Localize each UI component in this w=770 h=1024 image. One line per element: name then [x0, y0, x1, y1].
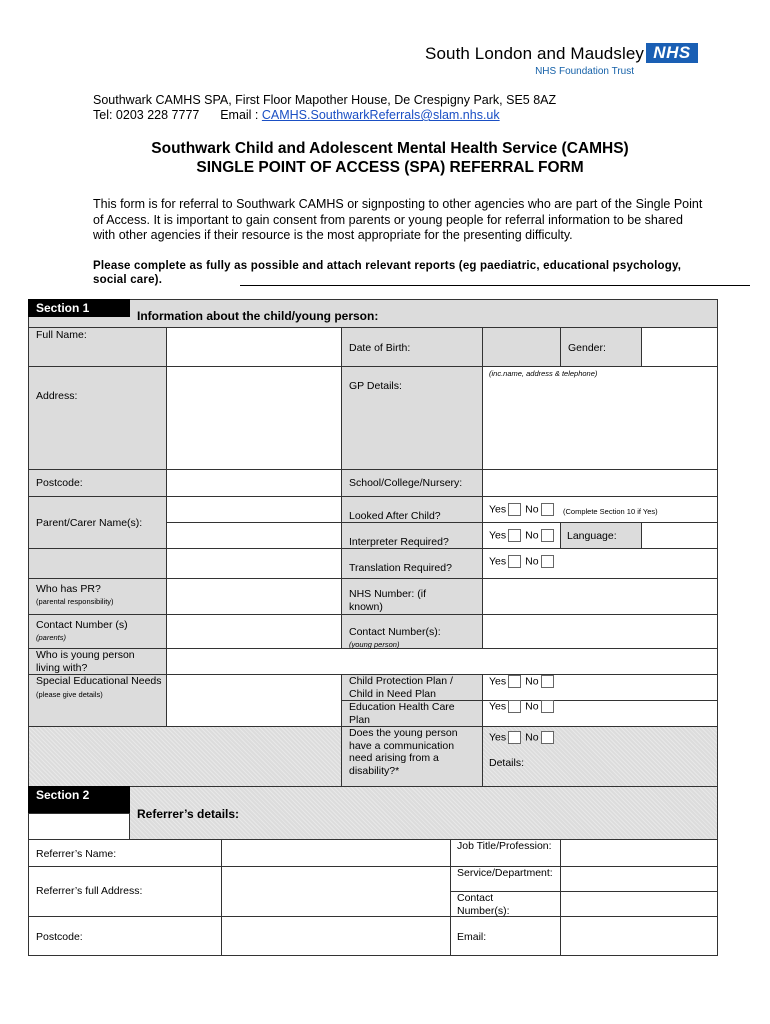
referrer-postcode-label: Postcode: — [36, 931, 83, 943]
title-line-1: Southwark Child and Adolescent Mental Health Service (CAMHS) — [151, 140, 629, 157]
job-title-label: Job Title/Profession: — [457, 840, 552, 852]
referrer-postcode-field[interactable] — [221, 916, 451, 956]
blank-label-cell — [28, 548, 167, 579]
comm-need-yes-checkbox[interactable] — [508, 731, 521, 744]
yes-label: Yes — [489, 503, 507, 516]
who-pr-label: Who has PR? — [36, 583, 101, 595]
parent-carer-label: Parent/Carer Name(s): — [36, 517, 143, 529]
cp-plan-no-checkbox[interactable] — [541, 675, 554, 688]
interpreter-options — [489, 529, 558, 542]
section2-heading: Referrer’s details: — [137, 807, 240, 821]
section2-header-row — [28, 786, 718, 840]
interpreter-label: Interpreter Required? — [349, 536, 449, 548]
page-title — [60, 139, 720, 177]
gp-field[interactable] — [482, 366, 718, 470]
interpreter-yes-checkbox[interactable] — [508, 529, 521, 542]
service-field[interactable] — [560, 866, 718, 892]
gp-hint: (inc.name, address & telephone) — [489, 369, 598, 378]
divider — [240, 285, 750, 286]
referrer-name-label: Referrer’s Name: — [36, 848, 117, 860]
no-label: No — [525, 700, 539, 713]
contact-parents-label: Contact Number (s) — [36, 619, 128, 631]
cp-plan-options — [489, 675, 558, 688]
contact-parents-field[interactable] — [166, 614, 342, 649]
email-label: Email : — [220, 108, 262, 122]
comm-need-details-label: Details: — [489, 757, 525, 769]
translation-no-checkbox[interactable] — [541, 555, 554, 568]
sen-label: Special Educational Needs — [36, 675, 162, 687]
language-label: Language: — [567, 530, 617, 542]
section2-tag-blank — [28, 813, 130, 840]
section2-tag: Section 2 — [28, 786, 130, 813]
intro-bold-text: Please complete as fully as possible and attach relevant reports (eg paediatric, educational psychology, social care). — [93, 260, 682, 286]
no-label: No — [525, 503, 539, 516]
contact-field[interactable] — [560, 891, 718, 917]
living-with-label: Who is young person living with? — [36, 649, 135, 674]
translation-options — [489, 555, 558, 568]
nhs-number-label: NHS Number: (if known) — [349, 588, 427, 613]
yes-label: Yes — [489, 555, 507, 568]
parent-carer-field-1[interactable] — [166, 496, 342, 523]
looked-after-note: (Complete Section 10 if Yes) — [563, 507, 658, 516]
referrer-address-label: Referrer’s full Address: — [36, 885, 143, 897]
address-label-cell — [28, 366, 167, 470]
referrer-name-field[interactable] — [221, 839, 451, 867]
gp-label: GP Details: — [349, 380, 402, 392]
service-label: Service/Department: — [457, 867, 553, 879]
tel-email-line — [93, 108, 556, 123]
no-label: No — [525, 675, 539, 688]
no-label: No — [525, 731, 539, 744]
contact-young-hint: (young person) — [349, 640, 400, 649]
yes-label: Yes — [489, 700, 507, 713]
interpreter-no-checkbox[interactable] — [541, 529, 554, 542]
full-name-field[interactable] — [166, 327, 342, 367]
address-label: Address: — [36, 390, 78, 402]
title-line-2: SINGLE POINT OF ACCESS (SPA) REFERRAL FORM — [196, 159, 584, 176]
who-pr-field[interactable] — [166, 578, 342, 615]
tel-label: Tel: 0203 228 7777 — [93, 108, 200, 122]
postcode-label: Postcode: — [36, 477, 83, 489]
comm-need-label: Does the young person have a communication need arising from a disability?* — [349, 727, 458, 777]
parent-carer-field-2[interactable] — [166, 522, 342, 549]
ehc-plan-label: Education Health Care Plan — [349, 701, 455, 726]
sen-field[interactable] — [166, 674, 342, 727]
translation-label: Translation Required? — [349, 562, 452, 574]
ehc-plan-no-checkbox[interactable] — [541, 700, 554, 713]
referrer-email-label: Email: — [457, 931, 487, 943]
yes-label: Yes — [489, 529, 507, 542]
school-field[interactable] — [482, 469, 718, 497]
no-label: No — [525, 555, 539, 568]
intro-text: This form is for referral to Southwark CAMHS or signposting to other agencies who are part of the Single Point of Access. It is important to gain consent from parents or young people for referral information to be shared with other agencies if their resource is the most appropriate for the presenting difficulty. — [93, 197, 703, 242]
contact-address-block — [93, 93, 556, 123]
contact-young-label: Contact Number(s): — [349, 626, 441, 638]
comm-blank-cell — [28, 726, 342, 787]
dob-field[interactable] — [482, 327, 561, 367]
yes-label: Yes — [489, 675, 507, 688]
looked-after-no-checkbox[interactable] — [541, 503, 554, 516]
cp-plan-label: Child Protection Plan / Child in Need Plan — [349, 675, 453, 700]
language-field[interactable] — [641, 522, 718, 549]
no-label: No — [525, 529, 539, 542]
who-pr-hint: (parental responsibility) — [36, 597, 114, 606]
gender-field[interactable] — [641, 327, 718, 367]
comm-need-options — [489, 731, 558, 744]
contact-label: Contact Number(s): — [457, 892, 510, 917]
ehc-plan-yes-checkbox[interactable] — [508, 700, 521, 713]
gender-label: Gender: — [568, 342, 606, 354]
sen-hint: (please give details) — [36, 689, 103, 699]
translation-yes-checkbox[interactable] — [508, 555, 521, 568]
job-title-field[interactable] — [560, 839, 718, 867]
section1-tag: Section 1 — [28, 299, 130, 317]
org-name: South London and Maudsley — [425, 44, 644, 63]
org-subtitle: NHS Foundation Trust — [535, 66, 634, 77]
contact-parents-hint: (parents) — [36, 633, 67, 642]
yes-label: Yes — [489, 731, 507, 744]
parent-carer-field-3[interactable] — [166, 548, 342, 579]
school-label: School/College/Nursery: — [349, 477, 463, 489]
address-line: Southwark CAMHS SPA, First Floor Mapother House, De Crespigny Park, SE5 8AZ — [93, 93, 557, 107]
referrer-email-field[interactable] — [560, 916, 718, 956]
email-link[interactable]: CAMHS.SouthwarkReferrals@slam.nhs.uk — [261, 108, 500, 122]
looked-after-yes-checkbox[interactable] — [508, 503, 521, 516]
cp-plan-yes-checkbox[interactable] — [508, 675, 521, 688]
section1-heading: Information about the child/young person: — [137, 309, 379, 323]
nhs-logo: NHS — [646, 43, 698, 63]
nhs-number-field[interactable] — [482, 578, 718, 615]
contact-young-field[interactable] — [482, 614, 718, 649]
referrer-address-field[interactable] — [221, 866, 451, 917]
looked-after-options — [489, 503, 558, 516]
looked-after-label: Looked After Child? — [349, 510, 441, 522]
sen-label-block — [36, 675, 164, 701]
comm-need-no-checkbox[interactable] — [541, 731, 554, 744]
address-field[interactable] — [166, 366, 342, 470]
dob-label: Date of Birth: — [349, 342, 411, 354]
full-name-label: Full Name: — [36, 329, 87, 341]
postcode-field[interactable] — [166, 469, 342, 497]
living-with-field[interactable] — [166, 648, 718, 675]
ehc-plan-options — [489, 700, 558, 713]
